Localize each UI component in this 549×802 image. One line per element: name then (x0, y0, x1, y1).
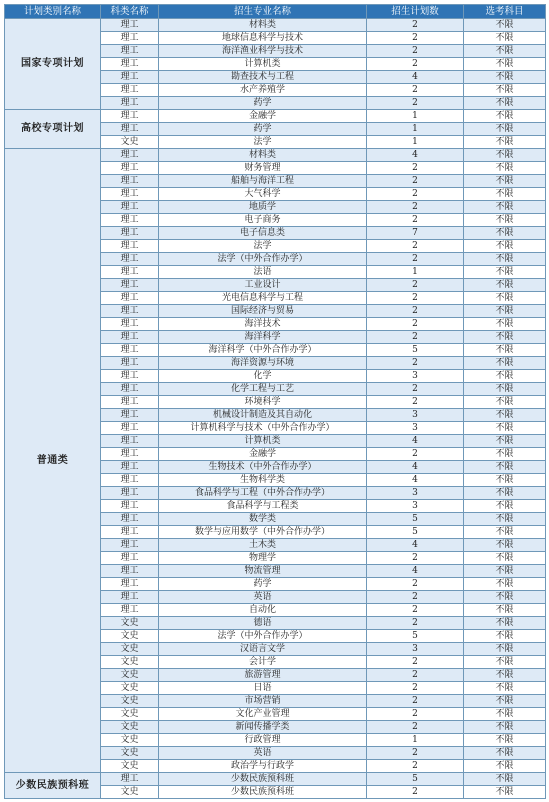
major-name-cell: 物流管理 (159, 565, 367, 578)
major-name-cell: 电子商务 (159, 214, 367, 227)
plan-count-cell: 2 (367, 175, 464, 188)
required-subjects-cell: 不限 (464, 396, 546, 409)
subject-type-cell: 理工 (101, 201, 159, 214)
plan-count-cell: 2 (367, 695, 464, 708)
required-subjects-cell: 不限 (464, 58, 546, 71)
required-subjects-cell: 不限 (464, 630, 546, 643)
table-body (5, 19, 546, 799)
subject-type-cell: 理工 (101, 526, 159, 539)
plan-count-cell: 2 (367, 19, 464, 32)
header-required-subjects: 选考科目 (464, 5, 546, 19)
major-name-cell: 计算机类 (159, 435, 367, 448)
major-name-cell: 海洋技术 (159, 318, 367, 331)
required-subjects-cell: 不限 (464, 149, 546, 162)
required-subjects-cell: 不限 (464, 422, 546, 435)
required-subjects-cell: 不限 (464, 318, 546, 331)
major-name-cell: 英语 (159, 747, 367, 760)
plan-count-cell: 5 (367, 344, 464, 357)
plan-count-cell: 3 (367, 487, 464, 500)
subject-type-cell: 理工 (101, 175, 159, 188)
subject-type-cell: 理工 (101, 604, 159, 617)
subject-type-cell: 理工 (101, 84, 159, 97)
major-name-cell: 日语 (159, 682, 367, 695)
subject-type-cell: 理工 (101, 591, 159, 604)
major-name-cell: 船舶与海洋工程 (159, 175, 367, 188)
major-name-cell: 环境科学 (159, 396, 367, 409)
subject-type-cell: 理工 (101, 461, 159, 474)
plan-count-cell: 4 (367, 461, 464, 474)
major-name-cell: 海洋渔业科学与技术 (159, 45, 367, 58)
subject-type-cell: 文史 (101, 643, 159, 656)
required-subjects-cell: 不限 (464, 97, 546, 110)
major-name-cell: 金融学 (159, 110, 367, 123)
required-subjects-cell: 不限 (464, 357, 546, 370)
major-name-cell: 英语 (159, 591, 367, 604)
required-subjects-cell: 不限 (464, 344, 546, 357)
required-subjects-cell: 不限 (464, 435, 546, 448)
required-subjects-cell: 不限 (464, 162, 546, 175)
header-plan-category: 计划类别名称 (5, 5, 101, 19)
plan-count-cell: 5 (367, 513, 464, 526)
major-name-cell: 药学 (159, 578, 367, 591)
plan-category-cell: 国家专项计划 (5, 19, 101, 110)
required-subjects-cell: 不限 (464, 253, 546, 266)
subject-type-cell: 理工 (101, 279, 159, 292)
required-subjects-cell: 不限 (464, 591, 546, 604)
major-name-cell: 地质学 (159, 201, 367, 214)
major-name-cell: 电子信息类 (159, 227, 367, 240)
subject-type-cell: 文史 (101, 136, 159, 149)
subject-type-cell: 文史 (101, 617, 159, 630)
required-subjects-cell: 不限 (464, 695, 546, 708)
plan-count-cell: 5 (367, 526, 464, 539)
subject-type-cell: 理工 (101, 227, 159, 240)
subject-type-cell: 理工 (101, 539, 159, 552)
plan-count-cell: 3 (367, 643, 464, 656)
major-name-cell: 光电信息科学与工程 (159, 292, 367, 305)
table-row (5, 149, 546, 162)
subject-type-cell: 文史 (101, 760, 159, 773)
plan-count-cell: 1 (367, 266, 464, 279)
required-subjects-cell: 不限 (464, 240, 546, 253)
required-subjects-cell: 不限 (464, 526, 546, 539)
major-name-cell: 海洋科学（中外合作办学） (159, 344, 367, 357)
required-subjects-cell: 不限 (464, 110, 546, 123)
plan-count-cell: 4 (367, 149, 464, 162)
plan-count-cell: 2 (367, 760, 464, 773)
major-name-cell: 少数民族预科班 (159, 786, 367, 799)
subject-type-cell: 文史 (101, 734, 159, 747)
subject-type-cell: 理工 (101, 110, 159, 123)
plan-count-cell: 2 (367, 201, 464, 214)
major-name-cell: 海洋科学 (159, 331, 367, 344)
subject-type-cell: 理工 (101, 97, 159, 110)
subject-type-cell: 理工 (101, 331, 159, 344)
major-name-cell: 法学 (159, 240, 367, 253)
required-subjects-cell: 不限 (464, 682, 546, 695)
required-subjects-cell: 不限 (464, 669, 546, 682)
subject-type-cell: 理工 (101, 149, 159, 162)
required-subjects-cell: 不限 (464, 617, 546, 630)
subject-type-cell: 理工 (101, 565, 159, 578)
required-subjects-cell: 不限 (464, 279, 546, 292)
required-subjects-cell: 不限 (464, 760, 546, 773)
subject-type-cell: 理工 (101, 240, 159, 253)
subject-type-cell: 文史 (101, 682, 159, 695)
required-subjects-cell: 不限 (464, 734, 546, 747)
plan-count-cell: 2 (367, 97, 464, 110)
major-name-cell: 数学与应用数学（中外合作办学） (159, 526, 367, 539)
plan-count-cell: 2 (367, 552, 464, 565)
major-name-cell: 地球信息科学与技术 (159, 32, 367, 45)
required-subjects-cell: 不限 (464, 773, 546, 786)
major-name-cell: 政治学与行政学 (159, 760, 367, 773)
plan-count-cell: 2 (367, 448, 464, 461)
major-name-cell: 会计学 (159, 656, 367, 669)
required-subjects-cell: 不限 (464, 305, 546, 318)
plan-count-cell: 4 (367, 565, 464, 578)
plan-count-cell: 2 (367, 617, 464, 630)
major-name-cell: 勘查技术与工程 (159, 71, 367, 84)
major-name-cell: 法学（中外合作办学） (159, 630, 367, 643)
major-name-cell: 土木类 (159, 539, 367, 552)
required-subjects-cell: 不限 (464, 331, 546, 344)
major-name-cell: 药学 (159, 97, 367, 110)
required-subjects-cell: 不限 (464, 513, 546, 526)
major-name-cell: 药学 (159, 123, 367, 136)
plan-count-cell: 1 (367, 110, 464, 123)
major-name-cell: 新闻传播学类 (159, 721, 367, 734)
major-name-cell: 材料类 (159, 19, 367, 32)
required-subjects-cell: 不限 (464, 201, 546, 214)
subject-type-cell: 理工 (101, 162, 159, 175)
plan-count-cell: 2 (367, 292, 464, 305)
plan-count-cell: 2 (367, 318, 464, 331)
major-name-cell: 工业设计 (159, 279, 367, 292)
major-name-cell: 财务管理 (159, 162, 367, 175)
major-name-cell: 食品科学与工程类 (159, 500, 367, 513)
plan-count-cell: 7 (367, 227, 464, 240)
required-subjects-cell: 不限 (464, 32, 546, 45)
subject-type-cell: 理工 (101, 513, 159, 526)
major-name-cell: 金融学 (159, 448, 367, 461)
plan-count-cell: 3 (367, 409, 464, 422)
header-plan-count: 招生计划数 (367, 5, 464, 19)
required-subjects-cell: 不限 (464, 708, 546, 721)
subject-type-cell: 理工 (101, 357, 159, 370)
subject-type-cell: 理工 (101, 500, 159, 513)
required-subjects-cell: 不限 (464, 383, 546, 396)
subject-type-cell: 文史 (101, 747, 159, 760)
subject-type-cell: 理工 (101, 487, 159, 500)
subject-type-cell: 文史 (101, 669, 159, 682)
plan-count-cell: 2 (367, 708, 464, 721)
major-name-cell: 生物技术（中外合作办学） (159, 461, 367, 474)
plan-count-cell: 2 (367, 786, 464, 799)
required-subjects-cell: 不限 (464, 552, 546, 565)
subject-type-cell: 理工 (101, 71, 159, 84)
major-name-cell: 汉语言文学 (159, 643, 367, 656)
plan-count-cell: 2 (367, 604, 464, 617)
subject-type-cell: 理工 (101, 448, 159, 461)
subject-type-cell: 理工 (101, 435, 159, 448)
plan-count-cell: 2 (367, 188, 464, 201)
major-name-cell: 市场营销 (159, 695, 367, 708)
major-name-cell: 德语 (159, 617, 367, 630)
plan-count-cell: 4 (367, 539, 464, 552)
major-name-cell: 食品科学与工程（中外合作办学） (159, 487, 367, 500)
plan-count-cell: 2 (367, 279, 464, 292)
major-name-cell: 行政管理 (159, 734, 367, 747)
subject-type-cell: 理工 (101, 305, 159, 318)
plan-count-cell: 2 (367, 682, 464, 695)
plan-count-cell: 2 (367, 656, 464, 669)
subject-type-cell: 理工 (101, 292, 159, 305)
plan-count-cell: 2 (367, 305, 464, 318)
plan-count-cell: 2 (367, 747, 464, 760)
plan-count-cell: 2 (367, 45, 464, 58)
plan-count-cell: 2 (367, 162, 464, 175)
required-subjects-cell: 不限 (464, 123, 546, 136)
plan-count-cell: 2 (367, 357, 464, 370)
table-row (5, 110, 546, 123)
subject-type-cell: 理工 (101, 552, 159, 565)
subject-type-cell: 理工 (101, 123, 159, 136)
header-major-name: 招生专业名称 (159, 5, 367, 19)
plan-count-cell: 3 (367, 500, 464, 513)
required-subjects-cell: 不限 (464, 84, 546, 97)
subject-type-cell: 理工 (101, 773, 159, 786)
required-subjects-cell: 不限 (464, 578, 546, 591)
plan-count-cell: 1 (367, 734, 464, 747)
plan-count-cell: 2 (367, 669, 464, 682)
subject-type-cell: 理工 (101, 396, 159, 409)
required-subjects-cell: 不限 (464, 71, 546, 84)
required-subjects-cell: 不限 (464, 656, 546, 669)
major-name-cell: 水产养殖学 (159, 84, 367, 97)
plan-category-cell: 少数民族预科班 (5, 773, 101, 799)
plan-count-cell: 2 (367, 721, 464, 734)
plan-count-cell: 2 (367, 591, 464, 604)
subject-type-cell: 理工 (101, 253, 159, 266)
plan-count-cell: 4 (367, 435, 464, 448)
subject-type-cell: 文史 (101, 656, 159, 669)
subject-type-cell: 文史 (101, 786, 159, 799)
major-name-cell: 旅游管理 (159, 669, 367, 682)
subject-type-cell: 理工 (101, 578, 159, 591)
required-subjects-cell: 不限 (464, 448, 546, 461)
plan-count-cell: 2 (367, 331, 464, 344)
required-subjects-cell: 不限 (464, 409, 546, 422)
required-subjects-cell: 不限 (464, 370, 546, 383)
required-subjects-cell: 不限 (464, 474, 546, 487)
required-subjects-cell: 不限 (464, 266, 546, 279)
table-header-row (5, 5, 546, 19)
major-name-cell: 生物科学类 (159, 474, 367, 487)
required-subjects-cell: 不限 (464, 227, 546, 240)
subject-type-cell: 文史 (101, 708, 159, 721)
plan-count-cell: 3 (367, 370, 464, 383)
plan-count-cell: 5 (367, 773, 464, 786)
major-name-cell: 材料类 (159, 149, 367, 162)
plan-category-cell: 高校专项计划 (5, 110, 101, 149)
plan-count-cell: 2 (367, 240, 464, 253)
subject-type-cell: 理工 (101, 422, 159, 435)
subject-type-cell: 理工 (101, 32, 159, 45)
subject-type-cell: 理工 (101, 474, 159, 487)
required-subjects-cell: 不限 (464, 500, 546, 513)
plan-count-cell: 1 (367, 123, 464, 136)
required-subjects-cell: 不限 (464, 747, 546, 760)
subject-type-cell: 理工 (101, 344, 159, 357)
header-subject-type: 科类名称 (101, 5, 159, 19)
subject-type-cell: 文史 (101, 721, 159, 734)
required-subjects-cell: 不限 (464, 214, 546, 227)
plan-count-cell: 4 (367, 71, 464, 84)
major-name-cell: 计算机科学与技术（中外合作办学） (159, 422, 367, 435)
major-name-cell: 机械设计制造及其自动化 (159, 409, 367, 422)
plan-count-cell: 2 (367, 32, 464, 45)
required-subjects-cell: 不限 (464, 643, 546, 656)
table-row (5, 773, 546, 786)
major-name-cell: 化学工程与工艺 (159, 383, 367, 396)
subject-type-cell: 文史 (101, 630, 159, 643)
subject-type-cell: 理工 (101, 45, 159, 58)
major-name-cell: 法学 (159, 136, 367, 149)
subject-type-cell: 理工 (101, 19, 159, 32)
major-name-cell: 文化产业管理 (159, 708, 367, 721)
required-subjects-cell: 不限 (464, 45, 546, 58)
major-name-cell: 物理学 (159, 552, 367, 565)
plan-count-cell: 4 (367, 474, 464, 487)
plan-count-cell: 2 (367, 84, 464, 97)
subject-type-cell: 文史 (101, 695, 159, 708)
subject-type-cell: 理工 (101, 383, 159, 396)
major-name-cell: 法语 (159, 266, 367, 279)
plan-count-cell: 2 (367, 383, 464, 396)
subject-type-cell: 理工 (101, 214, 159, 227)
required-subjects-cell: 不限 (464, 604, 546, 617)
subject-type-cell: 理工 (101, 188, 159, 201)
required-subjects-cell: 不限 (464, 292, 546, 305)
plan-count-cell: 1 (367, 136, 464, 149)
subject-type-cell: 理工 (101, 370, 159, 383)
required-subjects-cell: 不限 (464, 188, 546, 201)
major-name-cell: 大气科学 (159, 188, 367, 201)
subject-type-cell: 理工 (101, 318, 159, 331)
major-name-cell: 计算机类 (159, 58, 367, 71)
required-subjects-cell: 不限 (464, 786, 546, 799)
major-name-cell: 海洋资源与环境 (159, 357, 367, 370)
plan-count-cell: 3 (367, 422, 464, 435)
subject-type-cell: 理工 (101, 58, 159, 71)
required-subjects-cell: 不限 (464, 19, 546, 32)
subject-type-cell: 理工 (101, 266, 159, 279)
required-subjects-cell: 不限 (464, 461, 546, 474)
plan-count-cell: 2 (367, 396, 464, 409)
subject-type-cell: 理工 (101, 409, 159, 422)
plan-category-cell: 普通类 (5, 149, 101, 773)
major-name-cell: 国际经济与贸易 (159, 305, 367, 318)
required-subjects-cell: 不限 (464, 539, 546, 552)
major-name-cell: 数学类 (159, 513, 367, 526)
required-subjects-cell: 不限 (464, 175, 546, 188)
required-subjects-cell: 不限 (464, 487, 546, 500)
required-subjects-cell: 不限 (464, 136, 546, 149)
major-name-cell: 化学 (159, 370, 367, 383)
plan-count-cell: 5 (367, 630, 464, 643)
major-name-cell: 法学（中外合作办学） (159, 253, 367, 266)
plan-count-cell: 2 (367, 214, 464, 227)
plan-count-cell: 2 (367, 58, 464, 71)
admission-plan-table (4, 4, 546, 799)
table-row (5, 19, 546, 32)
required-subjects-cell: 不限 (464, 721, 546, 734)
plan-count-cell: 2 (367, 253, 464, 266)
plan-count-cell: 2 (367, 578, 464, 591)
required-subjects-cell: 不限 (464, 565, 546, 578)
major-name-cell: 自动化 (159, 604, 367, 617)
major-name-cell: 少数民族预科班 (159, 773, 367, 786)
